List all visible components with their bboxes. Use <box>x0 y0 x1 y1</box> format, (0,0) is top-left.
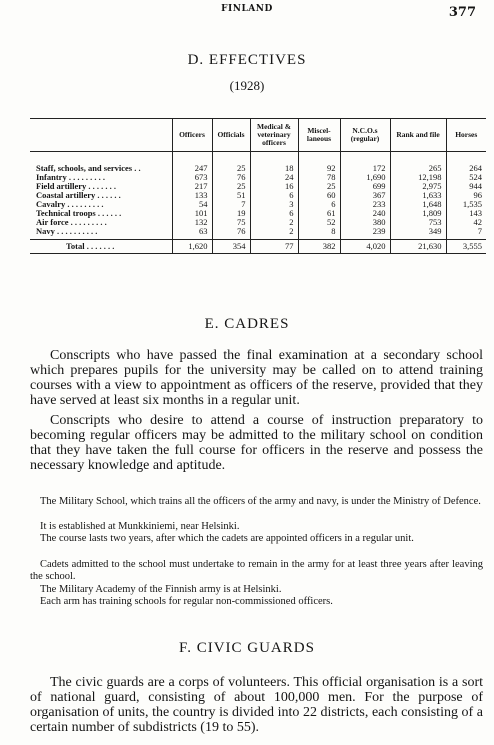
paragraph: Conscripts who have passed the final examination at a secondary school which prepares pupils for the university may be called on to attend training courses with a view to appointment as officers of the reserve, provided that they have served at least six months in a regular unit. <box>30 348 483 408</box>
table-cell: 7 <box>212 200 250 209</box>
note: Each arm has training schools for regular non-commissioned officers. <box>40 596 333 607</box>
paragraph: Conscripts who desire to attend a course of instruction preparatory to becoming regular officers may be admitted to the military school on condition that they have taken the full course for officers in the reserve and possess the necessary knowledge and aptitude. <box>30 413 483 473</box>
column-header: Medical & veterinary officers <box>250 119 298 152</box>
row-label: Coastal artillery . . . . . . <box>36 190 121 200</box>
column-header: Officials <box>212 119 250 152</box>
table-cell: 6 <box>250 191 298 200</box>
table-row <box>30 227 486 240</box>
table-cell: 132 <box>172 218 212 227</box>
table-header-row <box>30 119 486 152</box>
page-number: 377 <box>448 5 476 20</box>
table-cell: 6 <box>298 200 340 209</box>
table-cell: 1,648 <box>390 200 446 209</box>
table-cell: 2,975 <box>390 182 446 191</box>
table-cell: 1,690 <box>340 173 390 182</box>
note: Cadets admitted to the school must undertake to remain in the army for at least three years after leaving the school. <box>30 559 483 582</box>
row-label: Technical troops . . . . . . <box>36 208 122 218</box>
total-cell: 354 <box>212 240 250 254</box>
table-year: (1928) <box>229 78 265 93</box>
note: The Military School, which trains all the officers of the army and navy, is under the Ministry of Defence. <box>40 496 481 507</box>
table-cell: 18 <box>250 152 298 174</box>
total-label: Total . . . . . . . <box>30 240 172 254</box>
table-cell: 172 <box>340 152 390 174</box>
table-cell: 24 <box>250 173 298 182</box>
table-cell: 2 <box>250 218 298 227</box>
total-cell: 1,620 <box>172 240 212 254</box>
row-label: Staff, schools, and services . . <box>36 163 141 173</box>
table-cell: 380 <box>340 218 390 227</box>
table-cell: 12,198 <box>390 173 446 182</box>
table-cell: 143 <box>446 209 486 218</box>
table-cell: 2 <box>250 227 298 240</box>
table-cell: 52 <box>298 218 340 227</box>
row-label: Air force . . . . . . . . . <box>36 217 107 227</box>
table-cell: 133 <box>172 191 212 200</box>
table-cell: 1,633 <box>390 191 446 200</box>
running-head: FINLAND <box>221 4 273 14</box>
total-cell: 3,555 <box>446 240 486 254</box>
row-label: Navy . . . . . . . . . . <box>36 226 98 236</box>
table-cell: 16 <box>250 182 298 191</box>
table-cell: 3 <box>250 200 298 209</box>
table-cell: 25 <box>212 152 250 174</box>
note: The course lasts two years, after which the cadets are appointed officers in a regular unit. <box>40 533 414 544</box>
note: The Military Academy of the Finnish army is at Helsinki. <box>40 584 282 595</box>
table-cell: 673 <box>172 173 212 182</box>
table-cell: 60 <box>298 191 340 200</box>
total-cell: 77 <box>250 240 298 254</box>
table-cell: 1,535 <box>446 200 486 209</box>
table-cell: 101 <box>172 209 212 218</box>
effectives-table <box>30 118 486 254</box>
table-cell: 264 <box>446 152 486 174</box>
table-cell: 54 <box>172 200 212 209</box>
row-label: Field artillery . . . . . . . <box>36 181 117 191</box>
column-header: Horses <box>446 119 486 152</box>
table-cell: 239 <box>340 227 390 240</box>
table-row <box>30 218 486 227</box>
note: It is established at Munkkiniemi, near Helsinki. <box>40 521 240 532</box>
column-header: N.C.O.s (regular) <box>340 119 390 152</box>
table-cell: 19 <box>212 209 250 218</box>
table-cell: 944 <box>446 182 486 191</box>
table-cell: 247 <box>172 152 212 174</box>
table-cell: 25 <box>212 182 250 191</box>
total-cell: 21,630 <box>390 240 446 254</box>
table-cell: 42 <box>446 218 486 227</box>
table-cell: 92 <box>298 152 340 174</box>
table-cell: 6 <box>250 209 298 218</box>
table-cell: 265 <box>390 152 446 174</box>
total-cell: 382 <box>298 240 340 254</box>
table-cell: 753 <box>390 218 446 227</box>
table-cell: 524 <box>446 173 486 182</box>
section-e-title: E. CADRES <box>204 316 290 332</box>
column-header <box>30 119 172 152</box>
table-cell: 367 <box>340 191 390 200</box>
row-label: Cavalry . . . . . . . . . <box>36 199 104 209</box>
table-cell: 96 <box>446 191 486 200</box>
section-f-title: F. CIVIC GUARDS <box>179 640 315 656</box>
table-cell: 217 <box>172 182 212 191</box>
table-cell: 76 <box>212 227 250 240</box>
table-cell: 233 <box>340 200 390 209</box>
total-cell: 4,020 <box>340 240 390 254</box>
section-d-title: D. EFFECTIVES <box>187 52 307 68</box>
paragraph: The civic guards are a corps of volunteers. This official organisation is a sort of national guard, consisting of about 100,000 men. For the purpose of organisation of units, the country is divided into 22 districts, each consisting of a certain number of subdistricts (19 to 55). <box>30 675 483 735</box>
table-cell: 78 <box>298 173 340 182</box>
table-cell: 61 <box>298 209 340 218</box>
table-cell: 7 <box>446 227 486 240</box>
table-row <box>30 152 486 174</box>
table-cell: 25 <box>298 182 340 191</box>
table-cell: 76 <box>212 173 250 182</box>
column-header: Miscel-laneous <box>298 119 340 152</box>
column-header: Rank and file <box>390 119 446 152</box>
table-cell: 240 <box>340 209 390 218</box>
table-cell: 699 <box>340 182 390 191</box>
table-cell: 1,809 <box>390 209 446 218</box>
table-cell: 349 <box>390 227 446 240</box>
total-row <box>30 240 486 254</box>
row-label: Infantry . . . . . . . . . <box>36 172 105 182</box>
table-cell: 8 <box>298 227 340 240</box>
column-header: Officers <box>172 119 212 152</box>
table-cell: 63 <box>172 227 212 240</box>
table-cell: 75 <box>212 218 250 227</box>
table-cell: 51 <box>212 191 250 200</box>
